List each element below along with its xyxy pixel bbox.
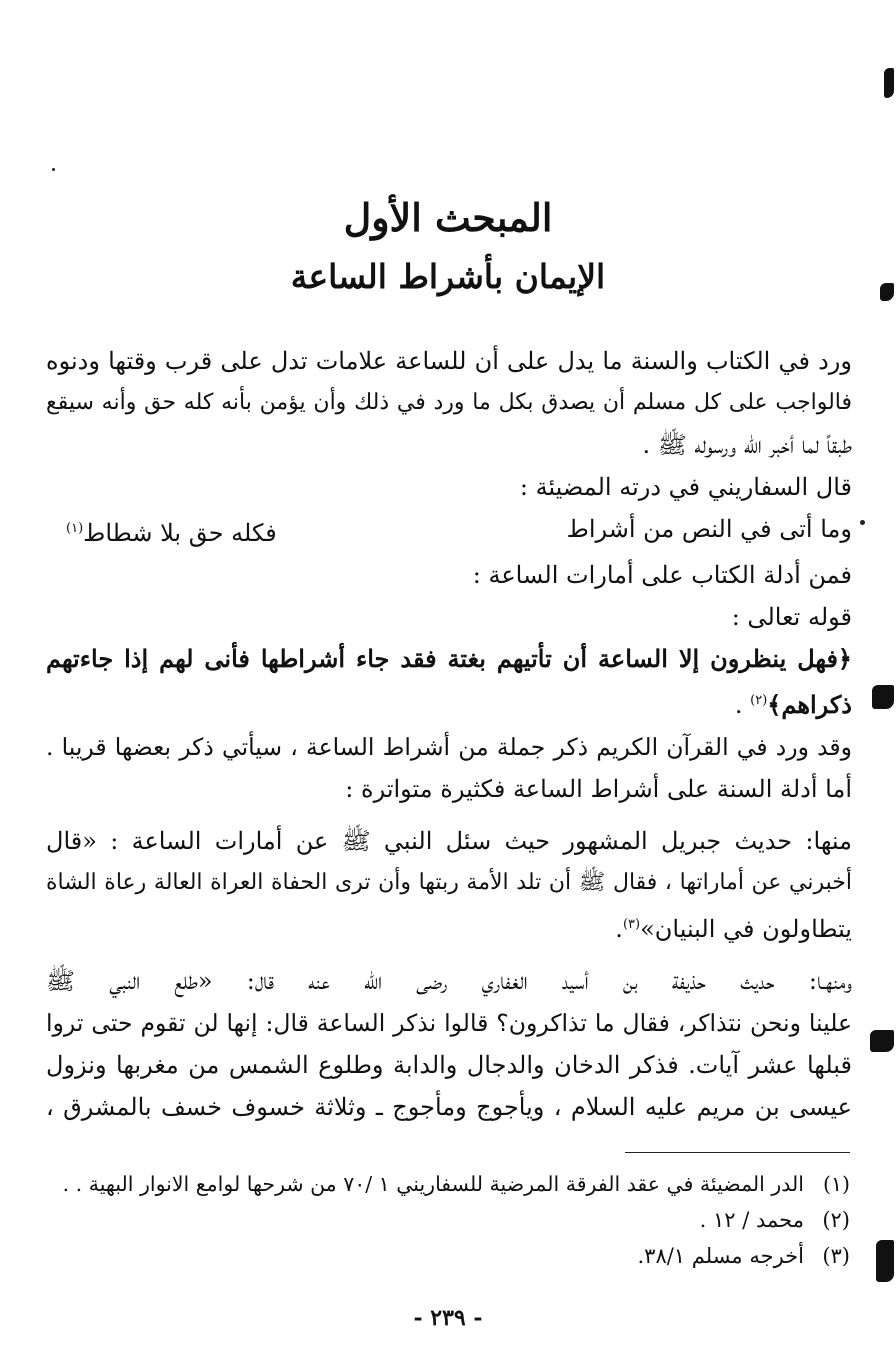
hadith-1-punct: .: [615, 915, 623, 943]
footnote-2: [50, 1202, 850, 1238]
page-number: - ٢٣٩ -: [413, 1305, 483, 1331]
poem-first-hemistich: وما أتى في النص من أشراط: [566, 515, 852, 543]
quote-intro: قال السفاريني في درته المضيئة :: [519, 473, 852, 501]
poem-verse: [46, 508, 852, 554]
footnote-1: [50, 1166, 850, 1202]
verse-line-2: [46, 680, 852, 726]
footnote-text: الدر المضيئة في عقد الفرقة المرضية للسفاريني ١ /٧٠ من شرحها لوامع الانوار البهية . .: [62, 1172, 804, 1196]
hadith-2-line-2: علينا ونحن نتذاكر، فقال ما تذاكرون؟ قالوا نذكر الساعة قال: إنها لن تقوم حتى تروا: [46, 1009, 852, 1037]
footnote-number: (٢): [822, 1208, 850, 1232]
scan-mark: [872, 685, 894, 709]
paragraph-2-line-2: أما أدلة السنة على أشراط الساعة فكثيرة متواترة :: [345, 775, 852, 803]
scan-speck: [860, 520, 865, 525]
poem-second-text: فكله حق بلا شطاط: [83, 519, 277, 547]
verse-line-1: ﴿فهل ينظرون إلا الساعة أن تأتيهم بغتة فقد جاء أشراطها فأنى لهم إذا جاءتهم: [46, 644, 852, 673]
footnote-number: (٣): [822, 1244, 850, 1268]
paragraph-1-line-1: ورد في الكتاب والسنة ما يدل على أن للساعة علامات تدل على قرب وقتها ودنوه: [46, 347, 852, 375]
footnote-ref-1: (١): [66, 521, 84, 536]
scan-mark: [884, 68, 894, 98]
quran-intro: فمن أدلة الكتاب على أمارات الساعة :: [472, 561, 852, 589]
footnote-3: [50, 1238, 850, 1274]
hadith-1-line-1: منها: حديث جبريل المشهور حيث سئل النبي ﷺ عن أمارات الساعة : «قال: [46, 827, 852, 855]
main-text: [46, 340, 852, 1128]
paragraph-2-line-1: وقد ورد في القرآن الكريم ذكر جملة من أشراط الساعة ، سيأتي ذكر بعضها قريبا .: [46, 733, 852, 761]
scan-speck: [52, 168, 55, 171]
footnotes: [50, 1166, 850, 1274]
paragraph-1-line-2: فالواجب على كل مسلم أن يصدق بكل ما ورد في ذلك وأن يؤمن بأنه كله حق وأنه سيقع: [46, 390, 852, 415]
footnote-ref-2: (٢): [750, 693, 768, 708]
hadith-2-line-3: قبلها عشر آيات. فذكر الدخان والدجال والدابة وطلوع الشمس من مغربها ونزول: [46, 1051, 852, 1079]
verse-punct: .: [734, 691, 751, 719]
scan-mark: [880, 283, 894, 301]
hadith-2-line-4: عيسى بن مريم عليه السلام ، ويأجوج ومأجوج ـ وثلاثة خسوف خسف بالمشرق ،: [46, 1093, 852, 1121]
footnote-number: (١): [822, 1172, 850, 1196]
footnote-ref-3: (٣): [622, 917, 641, 932]
footnote-text: محمد / ١٢ .: [699, 1208, 804, 1232]
scan-mark: [870, 1030, 894, 1052]
chapter-subtitle: الإيمان بأشراط الساعة: [290, 257, 606, 296]
verse-end-text: ذكراهم﴾: [767, 690, 852, 719]
footnote-text: أخرجه مسلم ٣٨/١.: [637, 1244, 804, 1268]
poem-second-hemistich: [66, 508, 277, 554]
footnote-separator: [625, 1152, 850, 1153]
hadith-1-line-2: أخبرني عن أماراتها ، فقال ﷺ أن تلد الأمة ربتها وأن ترى الحفاة العراة العالة رعاة الشاة: [46, 870, 852, 895]
chapter-title: المبحث الأول: [343, 195, 553, 240]
paragraph-1-line-3: طبقاً لما أخبر الله ورسوله ﷺ .: [642, 431, 852, 459]
hadith-2-line-1: ومنهـا: حديث حذيفة بن أسيد الغفاري رضى الله عنه قال: «طلع النبي ﷺ: [46, 967, 852, 995]
scan-mark: [876, 1240, 894, 1282]
hadith-1-end-text: يتطاولون في البنيان»: [640, 915, 852, 943]
hadith-1-line-3: [46, 904, 852, 950]
qawl-label: قوله تعالى :: [731, 603, 852, 631]
